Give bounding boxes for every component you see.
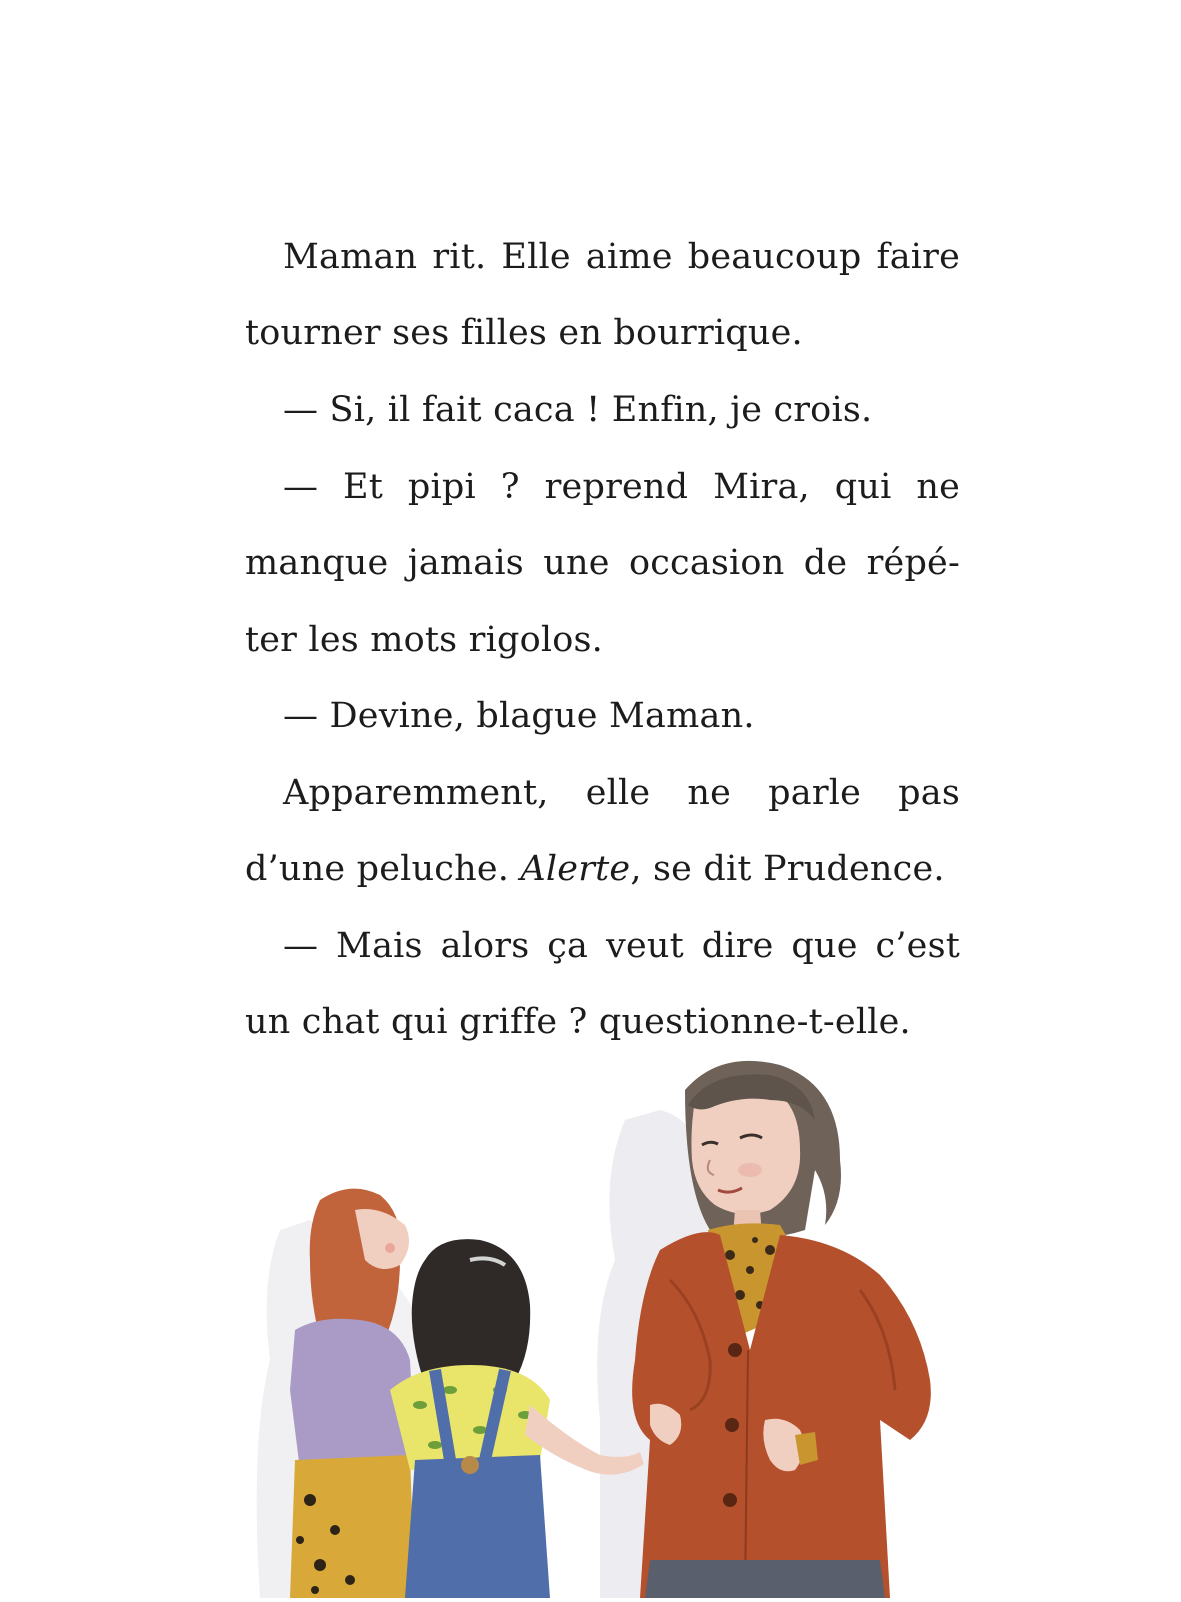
paragraph-line: Apparemment, elle ne parle pas [283,773,960,813]
paragraph-line: manque jamais une occasion de répé- [245,543,960,583]
paragraph-line: Maman rit. Elle aime beaucoup faire [283,237,960,277]
dialogue-line: — Devine, blague Maman. [283,696,755,736]
illustration [240,1060,960,1598]
emphasis-text: Alerte [520,849,631,889]
paragraph-line: ter les mots rigolos. [245,620,603,660]
dialogue-line: — Et pipi ? reprend Mira, qui ne [283,467,960,507]
text-run: d’une peluche. [245,849,510,889]
paragraph-line: tourner ses filles en bourrique. [245,313,803,353]
text-run: , se dit Prudence. [630,849,945,889]
paragraph-line [245,844,960,894]
dialogue-line: — Mais alors ça veut dire que c’est [283,926,960,966]
family-scene-illustration [240,1060,960,1598]
dialogue-line: — Si, il fait caca ! Enfin, je crois. [283,390,873,430]
paragraph-line: un chat qui griffe ? questionne-t-elle. [245,1002,911,1042]
